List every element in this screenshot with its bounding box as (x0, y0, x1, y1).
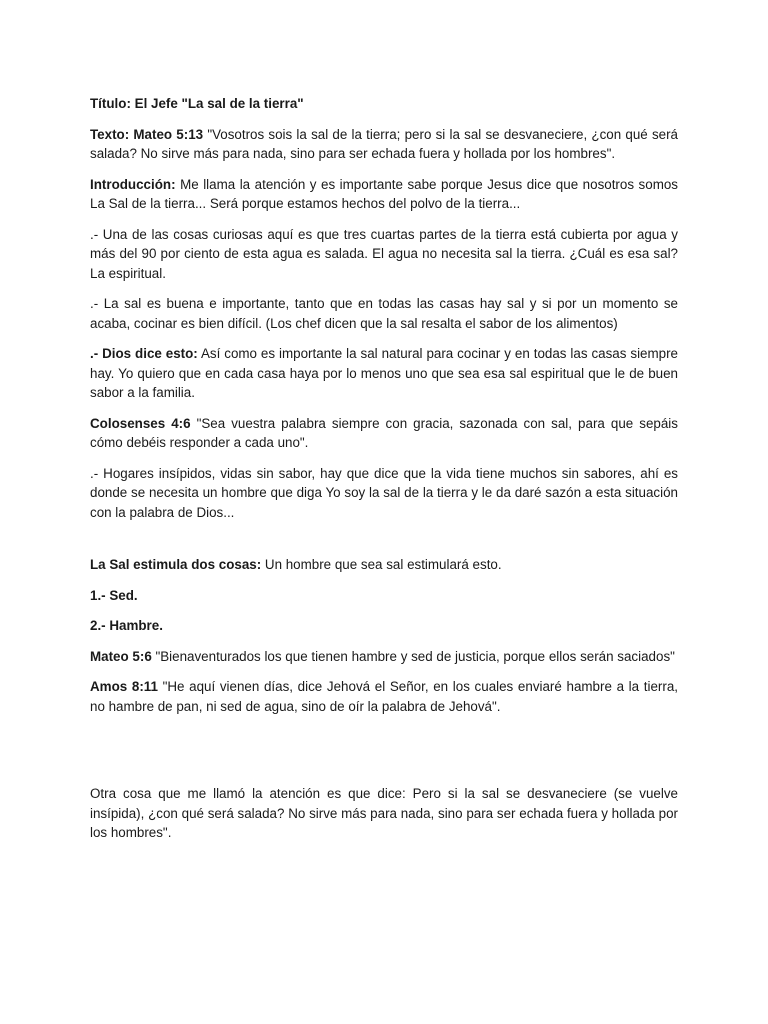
mateo56-label: Mateo 5:6 (90, 648, 152, 664)
spacer (90, 533, 678, 555)
mateo56-text: "Bienaventurados los que tienen hambre y sed de justicia, porque ellos serán saciados" (151, 648, 675, 664)
spacer (90, 727, 678, 784)
texto-label: Texto: Mateo 5:13 (90, 126, 204, 142)
texto-paragraph (90, 125, 678, 164)
dios-label: .- Dios dice esto: (90, 346, 198, 361)
introduccion-text: Me llama la atención y es importante sabe porque Jesus dice que nosotros somos La Sal de la tierra... Será porque estamos hechos del polvo de la tierra... (90, 176, 678, 211)
list-item-hambre: 2.- Hambre. (90, 618, 163, 633)
dios-text: Así como es importante la sal natural para cocinar y en todas las casas siempre hay. Yo quiero que en cada casa haya por lo menos uno que sea esa sal espiritual que le de buen sabor a la familia. (90, 346, 678, 400)
amos-paragraph (90, 677, 678, 716)
document-page (90, 94, 678, 854)
amos-text: "He aquí vienen días, dice Jehová el Señor, en los cuales enviaré hambre a la tierra, no hambre de pan, ni sed de agua, sino de oír la palabra de Jehová". (90, 679, 678, 714)
introduccion-paragraph (90, 175, 678, 214)
title-text: El Jefe "La sal de la tierra" (134, 96, 304, 111)
list-item-sed: 1.- Sed. (90, 587, 138, 603)
colosenses-text: "Sea vuestra palabra siempre con gracia, sazonada con sal, para que sepáis cómo debéis responder a cada uno". (90, 415, 678, 450)
estimula-text: Un hombre que sea sal estimulará esto. (261, 557, 502, 572)
title-label: Título: (90, 96, 131, 111)
title-paragraph (90, 94, 678, 114)
paragraph-otra-cosa: Otra cosa que me llamó la atención es que dice: Pero si la sal se desvaneciere (se vuelve insípida), ¿con qué será salada? No sirve más para nada, sino para ser echada fuera y hollada por los hombres". (90, 786, 678, 840)
estimula-paragraph (90, 555, 678, 575)
paragraph-sal-buena: .- La sal es buena e importante, tanto que en todas las casas hay sal y si por un momento se acaba, cocinar es bien difícil. (Los chef dicen que la sal resalta el sabor de los alimentos) (90, 296, 678, 331)
amos-label: Amos 8:11 (90, 679, 158, 694)
estimula-label: La Sal estimula dos cosas: (90, 557, 262, 572)
paragraph-agua: .- Una de las cosas curiosas aquí es que tres cuartas partes de la tierra está cubierta por agua y más del 90 por ciento de esta agua es salada. El agua no necesita sal la tierra. ¿Cuál es esa sal? La espiritual. (90, 226, 678, 281)
colosenses-paragraph (90, 414, 678, 453)
dios-paragraph (90, 344, 678, 403)
introduccion-label: Introducción: (90, 176, 176, 192)
colosenses-label: Colosenses 4:6 (90, 415, 191, 431)
paragraph-hogares: .- Hogares insípidos, vidas sin sabor, hay que dice que la vida tiene muchos sin sabores, ahí es donde se necesita un hombre que diga Yo soy la sal de la tierra y le da daré sazón a esta situación con la palabra de Dios... (90, 465, 678, 520)
mateo56-paragraph (90, 647, 678, 667)
texto-text: "Vosotros sois la sal de la tierra; pero si la sal se desvaneciere, ¿con qué será salada? No sirve más para nada, sino para ser echada fuera y hollada por los hombres". (90, 126, 679, 161)
